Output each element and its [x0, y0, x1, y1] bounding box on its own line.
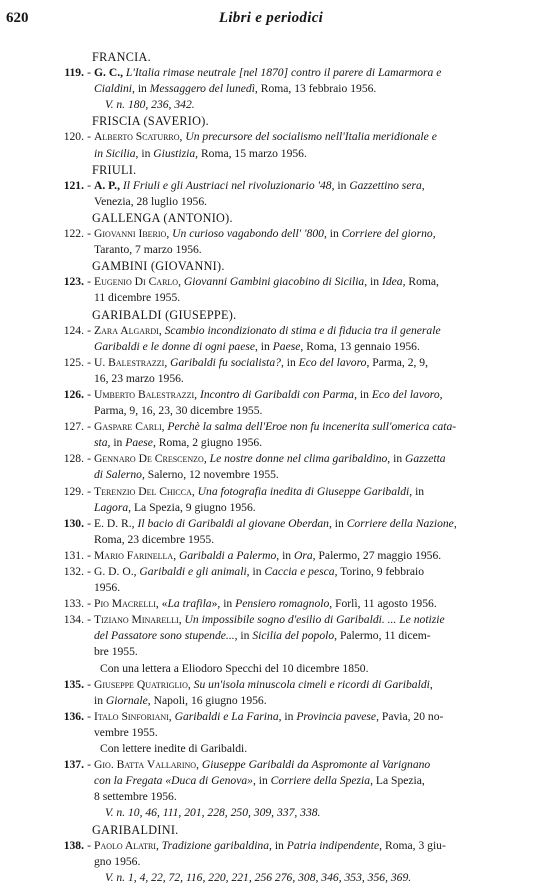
bibliography-entry [0, 757, 550, 773]
text-run: , Roma, 15 marzo 1956. [195, 146, 307, 160]
bibliography-entry [0, 355, 550, 371]
text-run: , Pavia, 20 no- [376, 709, 444, 723]
italic-text: Tradizione garibaldina [161, 838, 270, 852]
italic-text: Il Friuli e gli Austriaci nel rivoluzionario '48 [122, 178, 332, 192]
entry-continuation [0, 500, 550, 516]
text-run: in [94, 693, 106, 707]
italic-text: L'Italia rimase neutrale [nel 1870] contro il parere di Lamarmora e [125, 66, 442, 80]
entry-separator: - [87, 452, 91, 466]
text-run: , Parma, 2, 9, [366, 355, 428, 369]
author-name: Gaspare Carli [94, 420, 162, 434]
text-run: , Roma, [402, 275, 439, 289]
page-number: 620 [6, 10, 29, 26]
text-run: , in [354, 387, 372, 401]
entry-continuation [0, 371, 550, 387]
text-run: , [173, 548, 179, 562]
author-name: Gio. Batta Vallarino [94, 758, 197, 772]
entry-separator: - [87, 565, 91, 578]
entry-continuation [0, 580, 550, 596]
text-run: , Salerno, 12 novembre 1955. [141, 468, 279, 482]
text-run: , [178, 613, 185, 627]
entry-continuation [0, 242, 550, 258]
entry-number: 128. [63, 452, 84, 466]
text-run: , [155, 838, 162, 852]
author-name: Italo Sinforiani [94, 709, 169, 723]
text-run: Parma, 9, 16, 23, 30 dicembre 1955. [94, 404, 263, 418]
entry-separator: - [87, 484, 91, 498]
entry-number: 120. [63, 130, 84, 144]
author-name: Giuseppe Quatriglio [94, 677, 188, 691]
entry-continuation [0, 467, 550, 483]
entry-separator: - [87, 677, 91, 691]
entry-number: 136. [63, 709, 84, 723]
entry-number: 125. [63, 355, 84, 369]
entry-continuation [0, 773, 550, 789]
text-run: , in [255, 339, 273, 353]
italic-text: La trafila [167, 597, 212, 611]
entry-separator: - [87, 597, 91, 611]
bibliography-list [0, 49, 550, 886]
italic-text: sta [94, 436, 108, 450]
text-run: Roma, 23 dicembre 1955. [94, 532, 215, 546]
entry-continuation [0, 693, 550, 709]
italic-text: Su un'isola minuscola cimeli e ricordi di Garibaldi [193, 677, 430, 691]
entry-separator: - [87, 323, 91, 337]
text-run: , in [234, 629, 253, 643]
bibliography-entry [0, 677, 550, 693]
text-run: 11 dicembre 1955. [94, 291, 181, 305]
text-run: , Palermo, 11 dicem- [334, 629, 431, 643]
italic-text: Lagora [94, 500, 129, 514]
subject-heading: GARIBALDI (GIUSEPPE). [92, 307, 237, 322]
entry-number: 123. [63, 275, 84, 289]
entry-continuation [0, 644, 550, 660]
entry-continuation [0, 81, 550, 97]
text-run: , [421, 178, 425, 192]
text-run: , [178, 275, 184, 289]
italic-text: Idea [381, 275, 403, 289]
bibliography-entry [0, 387, 550, 403]
text-run: , Roma, 3 giu- [379, 838, 446, 852]
subject-heading: GAMBINI (GIOVANNI). [92, 259, 225, 274]
cross-reference [0, 870, 550, 886]
running-title: Libri e periodici [218, 10, 324, 26]
text-run: Venezia, 28 luglio 1956. [94, 194, 208, 208]
subject-heading: FRISCIA (SAVERIO). [92, 114, 209, 129]
italic-text: Corriere della Nazione [346, 516, 454, 530]
entry-separator: - [87, 613, 91, 627]
entry-number: 124. [63, 323, 84, 337]
text-run: , in [409, 484, 425, 498]
entry-separator: - [87, 709, 91, 723]
bibliography-entry [0, 451, 550, 467]
entry-separator: - [87, 516, 91, 530]
italic-text: in Sicilia [94, 146, 136, 160]
text-run: 8 settembre 1956. [94, 790, 177, 804]
text-run: , Roma, 13 febbraio 1956. [254, 82, 377, 96]
italic-text: Giuseppe Garibaldi da Aspromonte al Varignano [201, 758, 431, 772]
text-run: , [194, 387, 200, 401]
text-run: , in [276, 548, 294, 562]
text-run: , Forlì, 11 agosto 1956. [329, 597, 437, 611]
italic-text: Perchè la salma dell'Eroe non fu incenerita sull'omerica cata- [167, 420, 457, 434]
entry-continuation [0, 339, 550, 355]
entry-separator: - [87, 66, 91, 80]
text-run: , [164, 355, 171, 369]
italic-text: Sicilia del popolo [252, 629, 335, 643]
italic-text: Paese [272, 339, 301, 353]
italic-text: Giovanni Gambini giacobino di Sicilia [183, 275, 365, 289]
italic-text: Garibaldi a Palermo [179, 548, 277, 562]
author-name: Alberto Scaturro [94, 130, 180, 144]
author-name: Gennaro De Crescenzo [94, 452, 204, 466]
text-run: 1956. [94, 581, 121, 595]
entry-separator: - [87, 758, 91, 772]
entry-number: 127. [63, 420, 84, 434]
text-run: , in [107, 436, 126, 450]
entry-number: 119. [64, 66, 84, 80]
italic-text: Ora [293, 548, 313, 562]
bibliography-entry [0, 323, 550, 339]
bibliography-entry [0, 65, 550, 81]
page-header [6, 4, 536, 32]
italic-text: Garibaldi e gli animali [139, 565, 247, 578]
bibliography-entry [0, 178, 550, 194]
entry-number: 129. [63, 484, 84, 498]
entry-number: 130. [63, 516, 84, 530]
subject-heading: FRANCIA. [92, 50, 151, 64]
text-run: , [191, 484, 198, 498]
text-run: vembre 1955. [94, 725, 158, 739]
text-run: , « [155, 597, 168, 611]
author-name: Mario Farinella [94, 548, 174, 562]
italic-text: Cialdini [94, 82, 133, 96]
author-name: Pio Macrelli [94, 597, 156, 611]
text-run: , in [278, 709, 297, 723]
entry-number: 138. [63, 838, 84, 852]
entry-continuation [0, 194, 550, 210]
entry-separator: - [87, 548, 91, 562]
text-run: A. P., [94, 178, 123, 192]
entry-separator: - [87, 130, 91, 144]
author-name: Tiziano Minarelli [94, 613, 179, 627]
bibliography-entry [0, 516, 550, 532]
text-run: , Napoli, 16 giugno 1956. [147, 693, 267, 707]
text-run: E. D. R., [94, 516, 138, 530]
text-run: , in [246, 565, 265, 578]
author-name: Zara Algardi [94, 323, 159, 337]
text-run: , in [269, 838, 287, 852]
italic-text: Garibaldi fu socialista? [170, 355, 281, 369]
italic-text: Gazzettino sera [349, 178, 422, 192]
text-run: gno 1956. [94, 854, 141, 868]
bibliography-entry [0, 129, 550, 145]
entry-note [0, 741, 550, 757]
text-run: , Roma, 2 giugno 1956. [152, 436, 263, 450]
italic-text: del Passatore sono stupende... [94, 629, 235, 643]
author-name: Terenzio Del Chicca [94, 484, 192, 498]
bibliography-entry [0, 548, 550, 564]
text-run: , [203, 452, 210, 466]
italic-text: con la Fregata «Duca di Genova» [94, 774, 253, 788]
entry-separator: - [87, 838, 91, 852]
text-run: , [161, 420, 168, 434]
subject-heading: GARIBALDINI. [92, 822, 179, 837]
text-run: , in [328, 516, 347, 530]
italic-text: Messaggero del lunedì [149, 82, 255, 96]
entry-continuation [0, 725, 550, 741]
text-run: Con una lettera a Eliodoro Specchi del 10 dicembre 1850. [100, 661, 369, 675]
italic-text: V. n. 180, 236, 342. [105, 98, 195, 112]
italic-text: V. n. 1, 4, 22, 72, 116, 220, 221, 256 276, 308, 346, 353, 356, 369. [105, 870, 412, 884]
bibliography-entry [0, 564, 550, 580]
text-run: , Torino, 9 febbraio [334, 565, 425, 578]
text-run: , [453, 516, 457, 530]
entry-continuation [0, 435, 550, 451]
text-run: 16, 23 marzo 1956. [94, 371, 184, 385]
entry-separator: - [87, 355, 91, 369]
italic-text: Paese [125, 436, 153, 450]
text-run: , [429, 677, 433, 691]
italic-text: di Salerno [94, 468, 142, 482]
italic-text: Scambio incondizionato di stima e di fiducia tra il generale [164, 323, 441, 337]
text-run: , [439, 387, 443, 401]
italic-text: Giustizia [153, 146, 196, 160]
text-run: , La Spezia, 9 giugno 1956. [128, 500, 256, 514]
text-run: , La Spezia, [370, 774, 425, 788]
entry-number: 134. [63, 613, 84, 627]
entry-number: 131. [63, 548, 84, 562]
bibliography-entry [0, 226, 550, 242]
italic-text: Giornale [105, 693, 148, 707]
author-name: Giovanni Iberio [94, 227, 167, 241]
italic-text: Caccia e pesca [264, 565, 335, 578]
subject-heading: FRIULI. [92, 162, 137, 177]
text-run: , in [135, 146, 154, 160]
text-run: , in [132, 82, 150, 96]
text-run: , in [364, 275, 382, 289]
italic-text: Una fotografia inedita di Giuseppe Garibaldi [197, 484, 410, 498]
text-run: , [187, 677, 194, 691]
italic-text: Incontro di Garibaldi con Parma [199, 387, 355, 401]
italic-text: Un precursore del socialismo nell'Italia meridionale e [185, 130, 437, 144]
entry-separator: - [87, 387, 91, 401]
italic-text: Un curioso vagabondo dell' '800 [172, 227, 324, 241]
author-name: U. Balestrazzi [94, 355, 165, 369]
italic-text: Un impossibile sogno d'esilio di Garibaldi. ... Le notizie [184, 613, 445, 627]
italic-text: Corriere della Spezia [270, 774, 371, 788]
text-run: , in [331, 178, 350, 192]
italic-text: Gazzetta [405, 452, 446, 466]
entry-number: 133. [63, 597, 84, 611]
author-name: Paolo Alatri [94, 838, 156, 852]
text-run: , [166, 227, 173, 241]
cross-reference [0, 97, 550, 113]
entry-number: 121. [63, 178, 84, 192]
entry-separator: - [87, 420, 91, 434]
entry-number: 135. [63, 677, 84, 691]
author-name: Umberto Balestrazzi [94, 387, 195, 401]
bibliography-entry [0, 612, 550, 628]
bibliography-entry [0, 274, 550, 290]
cross-reference [0, 805, 550, 821]
italic-text: Il bacio di Garibaldi al giovane Oberdan [137, 516, 329, 530]
text-run: Con lettere inedite di Garibaldi. [100, 742, 248, 756]
entry-number: 122. [63, 227, 84, 241]
italic-text: Pensiero romagnolo [235, 597, 330, 611]
italic-text: V. n. 10, 46, 111, 201, 228, 250, 309, 337, 338. [105, 806, 321, 820]
italic-text: Garibaldi e La Farina [174, 709, 279, 723]
text-run: », in [211, 597, 236, 611]
italic-text: Corriere del giorno [341, 227, 433, 241]
italic-text: Le nostre donne nel clima garibaldino [209, 452, 388, 466]
text-run: , in [323, 227, 342, 241]
text-run: , [179, 130, 186, 144]
author-name: Eugenio Di Carlo [94, 275, 179, 289]
entry-continuation [0, 532, 550, 548]
bibliography-entry [0, 484, 550, 500]
text-run: , [196, 758, 202, 772]
entry-continuation [0, 146, 550, 162]
bibliography-entry [0, 596, 550, 612]
italic-text: Provincia pavese [296, 709, 377, 723]
entry-separator: - [87, 275, 91, 289]
italic-text: Patria indipendente [286, 838, 380, 852]
text-run: G. C., [94, 66, 126, 80]
text-run: , [432, 227, 436, 241]
entry-note [0, 661, 550, 677]
text-run: , [168, 709, 175, 723]
text-run: , [158, 323, 165, 337]
italic-text: Eco del lavoro [298, 355, 367, 369]
italic-text: Garibaldi e le donne di ogni paese [94, 339, 255, 353]
entry-continuation [0, 290, 550, 306]
entry-continuation [0, 854, 550, 870]
entry-number: 137. [63, 758, 84, 772]
bibliography-entry [0, 419, 550, 435]
entry-number: 126. [63, 387, 84, 401]
entry-continuation [0, 789, 550, 805]
text-run: G. D. O., [94, 565, 140, 578]
bibliography-entry [0, 838, 550, 854]
entry-separator: - [87, 178, 91, 192]
entry-separator: - [87, 227, 91, 241]
text-run: , in [280, 355, 299, 369]
text-run: , Palermo, 27 maggio 1956. [312, 548, 442, 562]
text-run: bre 1955. [94, 645, 138, 659]
text-run: Taranto, 7 marzo 1956. [94, 243, 202, 257]
subject-heading: GALLENGA (ANTONIO). [92, 210, 233, 225]
bibliography-entry [0, 709, 550, 725]
entry-continuation [0, 403, 550, 419]
text-run: , Roma, 13 gennaio 1956. [300, 339, 420, 353]
entry-number: 132. [63, 565, 84, 578]
text-run: , in [252, 774, 271, 788]
italic-text: Eco del lavoro [371, 387, 440, 401]
entry-continuation [0, 628, 550, 644]
text-run: , in [387, 452, 406, 466]
